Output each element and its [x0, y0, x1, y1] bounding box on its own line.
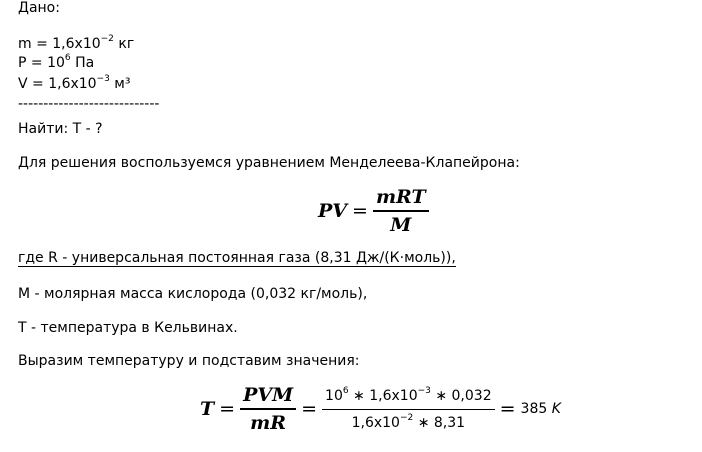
equation1-fraction-bar [373, 210, 429, 212]
numerator-exp1: 6 [342, 385, 349, 396]
denominator-exp: −2 [399, 412, 414, 423]
explanation-t: T - температура в Кельвинах. [18, 320, 238, 336]
given-header: Дано: [18, 0, 60, 16]
equation2-equals-2: = [301, 398, 318, 420]
numerator-tail: ∗ 0,032 [430, 387, 492, 404]
numerator-mid: ∗ 1,6x10 [348, 387, 418, 404]
equation2-fraction-symbolic [240, 384, 296, 434]
result-value: 385 [520, 401, 552, 417]
given-volume-unit: м³ [109, 76, 131, 92]
equation2-symbolic-numerator: PVM [243, 384, 294, 406]
given-volume [18, 76, 130, 92]
given-pressure [18, 55, 94, 71]
equation2-symbolic-denominator: mR [250, 412, 287, 434]
equation2-result [521, 401, 561, 417]
given-mass-label: m = 1,6x10 [18, 36, 101, 52]
equation2-fraction-numeric [322, 385, 495, 434]
numerator-exp2: −3 [417, 385, 431, 396]
equation1-equals: = [352, 200, 368, 222]
explanation-r-text: где R - универсальная постоянная газа (8,31 Дж/(К·моль)), [18, 250, 456, 266]
explanation-m: M - молярная масса кислорода (0,032 кг/моль), [18, 286, 368, 302]
equation1-left: PV [318, 200, 348, 222]
equation2-numeric-bar [322, 409, 495, 410]
equation2-equals-3: = [499, 398, 516, 420]
equation1-fraction [373, 186, 429, 236]
given-divider: ---------------------------- [18, 96, 160, 112]
given-mass-exponent: −2 [100, 34, 114, 45]
denominator-base: 1,6x10 [351, 414, 400, 431]
numerator-base: 10 [325, 387, 343, 404]
intro-text: Для решения воспользуемся уравнением Менделеева-Клапейрона: [18, 155, 520, 171]
equation2-left: T [200, 398, 215, 420]
find-line: Найти: T - ? [18, 121, 103, 137]
explanation-r [18, 250, 456, 266]
equation-temperature [200, 384, 561, 434]
equation1-numerator: mRT [375, 186, 426, 208]
given-pressure-label: P = 10 [18, 55, 65, 71]
equation-mendeleev-clapeyron [318, 186, 429, 236]
given-pressure-unit: Па [70, 55, 95, 71]
given-mass [18, 36, 134, 52]
equation2-numeric-numerator [322, 385, 495, 407]
given-mass-unit: кг [113, 36, 135, 52]
equation2-symbolic-bar [240, 408, 296, 410]
equation2-equals-1: = [219, 398, 236, 420]
given-volume-label: V = 1,6x10 [18, 76, 97, 92]
given-pressure-exponent: 6 [64, 53, 71, 64]
equation1-denominator: M [390, 214, 412, 236]
denominator-tail: ∗ 8,31 [413, 414, 466, 431]
equation2-numeric-denominator [349, 412, 468, 434]
express-text: Выразим температуру и подставим значения: [18, 353, 360, 369]
given-volume-exponent: −3 [96, 74, 110, 85]
result-unit: K [551, 401, 561, 417]
